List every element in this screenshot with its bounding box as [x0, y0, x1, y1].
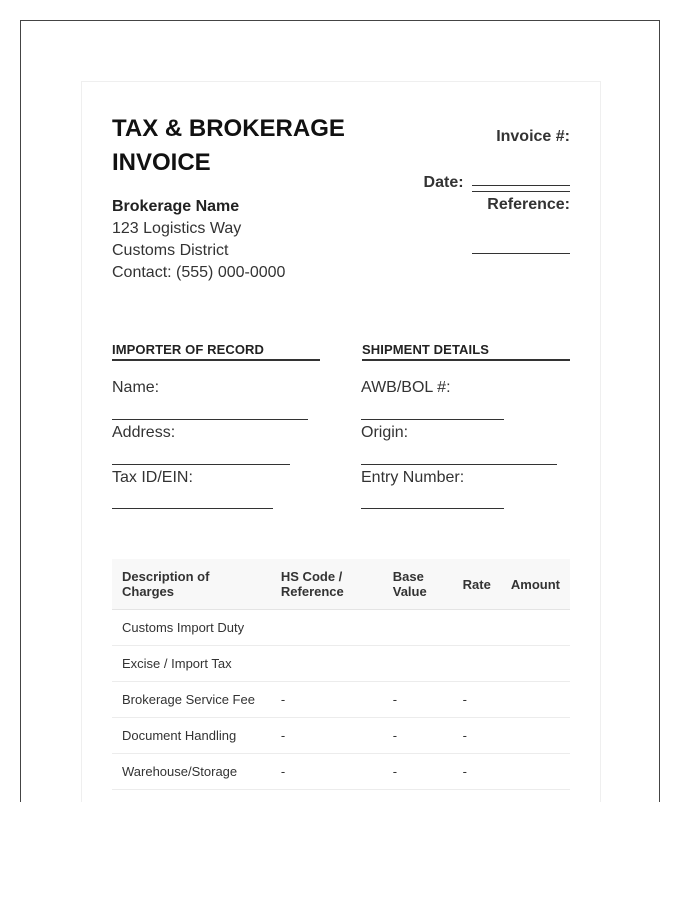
shipment-origin-label: Origin:: [361, 424, 409, 441]
invoice-page: [81, 81, 601, 802]
table-row: [112, 754, 570, 790]
shipment-origin-line[interactable]: [361, 464, 557, 465]
shipment-entry-line[interactable]: [361, 508, 504, 509]
header-rate: Rate: [453, 559, 501, 610]
charge-hs-code[interactable]: [271, 610, 383, 646]
importer-taxid-line[interactable]: [112, 508, 273, 509]
reference-line[interactable]: [472, 236, 570, 254]
charge-rate[interactable]: [453, 646, 501, 682]
invoice-title: TAX & BROKERAGE INVOICE: [112, 115, 345, 176]
charge-base-value[interactable]: [383, 646, 453, 682]
header-hs-code: HS Code / Reference: [271, 559, 383, 610]
charge-base-value[interactable]: -: [383, 682, 453, 718]
date-label: Date:: [423, 174, 464, 191]
brokerage-info: [112, 196, 285, 284]
header-amount: Amount: [501, 559, 570, 610]
importer-address-label: Address:: [112, 424, 176, 441]
charge-hs-code[interactable]: -: [271, 754, 383, 790]
header-base-value: Base Value: [383, 559, 453, 610]
charge-base-value[interactable]: -: [383, 718, 453, 754]
charge-rate[interactable]: -: [453, 754, 501, 790]
reference-label: Reference:: [487, 196, 570, 213]
charge-amount[interactable]: [501, 610, 570, 646]
charge-hs-code[interactable]: [271, 646, 383, 682]
table-row: [112, 718, 570, 754]
charge-rate[interactable]: [453, 610, 501, 646]
importer-heading: IMPORTER OF RECORD: [112, 342, 320, 361]
date-row: [424, 174, 570, 192]
importer-name-line[interactable]: [112, 419, 308, 420]
charge-description: Warehouse/Storage: [112, 754, 271, 790]
charge-description: Brokerage Service Fee: [112, 682, 271, 718]
charge-amount[interactable]: [501, 754, 570, 790]
charge-description: Document Handling: [112, 718, 271, 754]
header-description: Description of Charges: [112, 559, 271, 610]
date-line[interactable]: [472, 190, 570, 192]
charge-rate[interactable]: -: [453, 682, 501, 718]
brokerage-contact: Contact: (555) 000-0000: [112, 264, 286, 281]
charge-base-value[interactable]: -: [383, 754, 453, 790]
table-row: [112, 610, 570, 646]
importer-name-label: Name:: [112, 379, 160, 396]
invoice-number-label: Invoice #:: [496, 128, 570, 145]
charge-base-value[interactable]: [383, 610, 453, 646]
charge-hs-code[interactable]: -: [271, 682, 383, 718]
charge-amount[interactable]: [501, 682, 570, 718]
table-row: [112, 646, 570, 682]
table-row: [112, 682, 570, 718]
brokerage-name: Brokerage Name: [112, 198, 240, 215]
importer-taxid-label: Tax ID/EIN:: [112, 469, 193, 486]
charge-description: Excise / Import Tax: [112, 646, 271, 682]
charges-table: [112, 559, 570, 790]
charge-hs-code[interactable]: -: [271, 718, 383, 754]
charges-header-row: [112, 559, 570, 610]
shipment-awb-line[interactable]: [361, 419, 504, 420]
shipment-awb-label: AWB/BOL #:: [361, 379, 451, 396]
shipment-heading: SHIPMENT DETAILS: [362, 342, 570, 361]
charge-amount[interactable]: [501, 646, 570, 682]
brokerage-address-line1: 123 Logistics Way: [112, 220, 242, 237]
importer-address-line[interactable]: [112, 464, 290, 465]
charge-description: Customs Import Duty: [112, 610, 271, 646]
shipment-entry-label: Entry Number:: [361, 469, 465, 486]
charge-amount[interactable]: [501, 718, 570, 754]
charge-rate[interactable]: -: [453, 718, 501, 754]
brokerage-address-line2: Customs District: [112, 242, 229, 259]
